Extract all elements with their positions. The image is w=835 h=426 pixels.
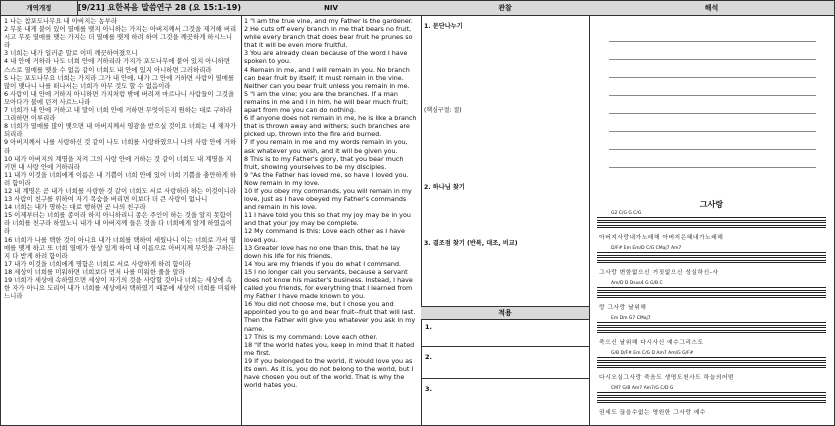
chord-line: Am/D D Dsus4 G G/B C: [611, 281, 663, 286]
verse: 17 내가 이것을 너희에게 명함은 너희로 서로 사랑하게 하려 함이라: [4, 259, 191, 268]
niv-column: [241, 1, 422, 425]
lyric-line: 그사랑 변함없으신 거짓없으신 성실하신-사: [599, 270, 719, 276]
verse: 12 My command is this: Love each other as I have loved you.: [244, 227, 405, 244]
application-divider: [421, 346, 589, 347]
verse: 10 내가 아버지의 계명을 지켜 그의 사랑 안에 거하는 것 같이 너희도 내 계명을 지키면 내 사랑 안에 거하리라: [4, 154, 232, 171]
chord-line: Em Dm G7 CMaj7: [611, 316, 651, 321]
verse: 1 나는 참포도나무요 내 아버지는 농부라: [4, 17, 117, 25]
verse: 12 내 계명은 곧 내가 너희를 사랑한 것 같이 너희도 서로 사랑하라 하는 이것이니라: [4, 186, 237, 195]
verse: 19 If you belonged to the world, it would love you as its own. As it is, you do not belong to the world, but I have chosen you out of the world. That is why the world hates you.: [244, 356, 414, 390]
verse: 15 I no longer call you servants, because a servant does not know his master's business. Instead, I have called you friends, for everything that I learned from my Father I have made known to you.: [244, 267, 413, 301]
verse: 6 사람이 내 안에 거하지 아니하면 가지처럼 밖에 버려져 마르나니 사람들이 그것을 모아다가 불에 던져 사르느니라: [4, 89, 235, 106]
verse: 18 "If the world hates you, keep in mind that it hated me first.: [244, 340, 415, 357]
writing-line: [609, 113, 816, 114]
lyric-line: 아버지사랑내가노래해 아버지은혜내가노래해: [599, 235, 724, 241]
verse: 7 If you remain in me and my words remain in you, ask whatever you wish, and it will be given you.: [244, 138, 408, 155]
verse: 16 너희가 나를 택한 것이 아니요 내가 너희를 택하여 세웠나니 이는 너희로 가서 열매를 맺게 하고 또 너희 열매가 항상 있게 하여 내 이름으로 아버지께 무엇을 구하든지 다 받게 하려 함이라: [4, 235, 237, 260]
verse: 5 나는 포도나무요 너희는 가지라 그가 내 안에, 내가 그 안에 거하면 사람이 열매를 많이 맺나니 나를 떠나서는 너희가 아무 것도 할 수 없음이라: [4, 73, 235, 90]
observation-q2: 2. 하나님 찾기: [424, 184, 465, 191]
verse: 15 이제부터는 너희를 종이라 하지 아니하리니 종은 주인이 하는 것을 알지 못함이라 너희를 친구라 하였노니 내가 내 아버지께 들은 것을 다 너희에게 알게 하였음이라: [4, 211, 233, 236]
verse: 14 너희는 내가 명하는 대로 행하면 곧 나의 친구라: [4, 203, 146, 212]
verse: 7 너희가 내 안에 거하고 내 말이 너희 안에 거하면 무엇이든지 원하는 대로 구하라 그리하면 이루리라: [4, 106, 233, 123]
observation-header: 관찰: [421, 1, 589, 16]
verse: 13 사람이 친구를 위하여 자기 목숨을 버리면 이보다 더 큰 사랑이 없나니: [4, 195, 208, 204]
lyric-line: 랑 그사랑 날위해: [599, 305, 647, 311]
verse: 17 This is my command: Love each other.: [244, 332, 378, 341]
verse: 1 "I am the true vine, and my Father is the gardener.: [244, 17, 413, 25]
music-staff: [597, 217, 826, 229]
observation-column: [421, 1, 590, 425]
verse: 6 If anyone does not remain in me, he is like a branch that is thrown away and withers; such branches are picked up, thrown into the fire and burned.: [244, 114, 417, 139]
chord-line: G/B D/F# Em C/G D Am7 Am/G G/F#: [611, 351, 694, 356]
observation-q1: 1. 문단나누기: [424, 23, 463, 30]
page-title: [9/21] 요한복음 말씀연구 28 (요 15:1-19): [77, 3, 241, 12]
lyric-line: 죽으신 날위해 다시사신 예수그리스도: [599, 340, 704, 346]
verse: 10 If you obey my commands, you will remain in my love, just as I have obeyed my Father's commands and remain in his love.: [244, 186, 412, 212]
writing-line: [609, 131, 816, 132]
korean-column: [1, 1, 242, 425]
verse: 14 You are my friends if you do what I command.: [244, 259, 402, 268]
verse: 2 He cuts off every branch in me that bears no fruit, while every branch that does bear fruit he prunes so that it will be even more fruitful.: [244, 25, 413, 50]
interpretation-header: 해석: [589, 1, 834, 16]
verse: 13 Greater love has no one than this, that he lay down his life for his friends.: [244, 243, 400, 260]
verse: 11 내가 이것을 너희에게 이름은 내 기쁨이 너희 안에 있어 너희 기쁨을 충만하게 하려 함이라: [4, 170, 237, 187]
observation-q3: 3. 결조점 찾기 (반복, 대조, 비교): [424, 240, 518, 247]
verse: 9 "As the Father has loved me, so have I loved you. Now remain in my love.: [244, 170, 409, 187]
verse: 11 I have told you this so that my joy may be in you and that your joy may be complete.: [244, 211, 411, 228]
verse: 8 This is to my Father's glory, that you bear much fruit, showing yourselves to be my disciples.: [244, 154, 404, 171]
chord-line: CM7 G/B Am7 Am7/G C/D G: [611, 386, 674, 391]
verse: 4 내 안에 거하라 나도 너희 안에 거하리라 가지가 포도나무에 붙어 있지 아니하면 스스로 열매를 맺을 수 없음 같이 너희도 내 안에 있지 아니하면 그러하리라: [4, 57, 230, 74]
song-title: 그사랑: [699, 200, 724, 209]
music-staff: [597, 322, 826, 334]
niv-verses: [244, 17, 418, 389]
version-tag: 개역개정: [1, 1, 78, 15]
music-staff: [597, 357, 826, 369]
korean-verses: [4, 17, 238, 300]
music-staff: [597, 287, 826, 299]
chord-line: G2 C/G G C/G: [611, 211, 642, 216]
verse: 8 너희가 열매를 많이 맺으면 내 아버지께서 영광을 받으실 것이요 너희는 내 제자가 되리라: [4, 122, 237, 139]
writing-line: [609, 59, 816, 60]
chord-line: D/F# Em Em/D C/G CMaj7 Am7: [611, 246, 682, 251]
writing-line: [609, 149, 816, 150]
verse: 2 무릇 내게 붙어 있어 열매를 맺지 아니하는 가지는 아버지께서 그것을 제거해 버리시고 무릇 열매를 맺는 가지는 더 열매를 맺게 하려 하여 그것을 깨끗하게 하시느니라: [4, 25, 237, 50]
verse: 9 아버지께서 나를 사랑하신 것 같이 나도 너희를 사랑하였으니 나의 사랑 안에 거하라: [4, 138, 237, 155]
writing-line: [609, 167, 816, 168]
korean-header: [1, 1, 241, 16]
verse: 3 너희는 내가 일러준 말로 이미 깨끗하여졌으니: [4, 49, 138, 58]
verse: 18 세상이 너희를 미워하면 너희보다 먼저 나를 미워한 줄을 알라: [4, 267, 185, 276]
verse: 19 너희가 세상에 속하였으면 세상이 자기의 것을 사랑할 것이나 너희는 세상에 속한 자가 아니요 도리어 내가 너희를 세상에서 택하였기 때문에 세상이 너희를 미워하느니라: [4, 276, 237, 301]
interpretation-column: [589, 1, 834, 425]
observation-q1-sub: (핵심구절: 절): [424, 107, 462, 114]
writing-line: [609, 41, 816, 42]
music-staff: [597, 252, 826, 264]
niv-header: NIV: [241, 1, 421, 16]
verse: 4 Remain in me, and I will remain in you. No branch can bear fruit by itself; it must remain in the vine. Neither can you bear fruit unless you remain in me.: [244, 65, 410, 90]
application-item-1: 1.: [425, 323, 432, 331]
writing-line: [609, 95, 816, 96]
music-staff: [597, 392, 826, 404]
application-item-3: 3.: [425, 385, 432, 393]
application-item-2: 2.: [425, 353, 432, 361]
verse: 3 You are already clean because of the word I have spoken to you.: [244, 49, 408, 66]
lyric-line: 권세도 끊을수없는 영원한 그사랑 예수: [599, 410, 706, 416]
verse: 16 You did not choose me, but I chose you and appointed you to go and bear fruit--fruit that will last. Then the Father will give you whatever you ask in my name.: [244, 300, 416, 333]
verse: 5 "I am the vine; you are the branches. If a man remains in me and I in him, he will bear much fruit; apart from me you can do nothing.: [244, 89, 409, 115]
application-header: 적용: [421, 306, 589, 320]
application-divider: [421, 378, 589, 379]
lyric-line: 다시오실그사랑 죽음도 생명도천사도 하늘의어떤: [599, 375, 735, 381]
writing-line: [609, 77, 816, 78]
